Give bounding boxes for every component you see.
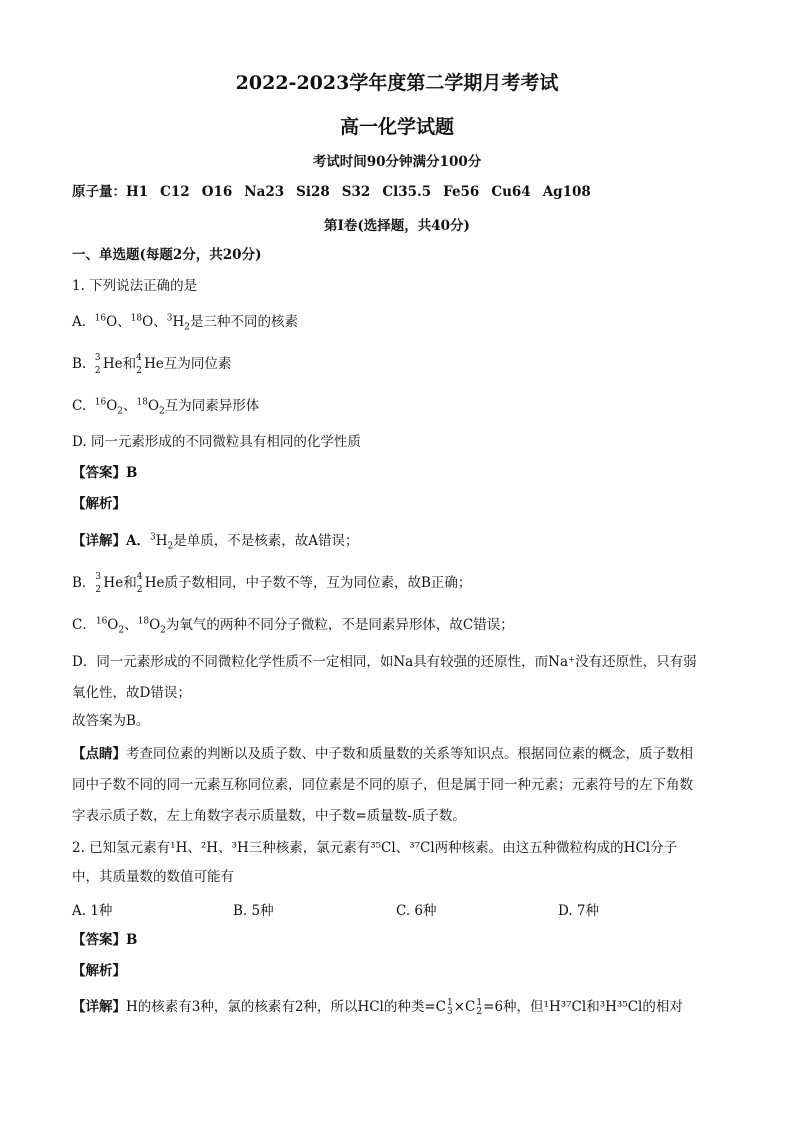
combination-3-1: 1 3: [447, 997, 453, 1017]
q1-detail-a: 【详解】A．$^3H_2$是单质，不是核素，故A错误；: [72, 532, 359, 552]
q1-analysis-label: 【解析】: [72, 496, 126, 512]
q2-option-c: C. 6种: [396, 903, 437, 919]
combination-2-1: 1 2: [476, 997, 483, 1017]
q2-analysis-label: 【解析】: [72, 963, 126, 979]
q1-option-a: A. $^{16}$O、$^{18}$O、$^3H_2$是三种不同的核素: [72, 313, 298, 333]
atomic-label: 原子量：: [72, 184, 126, 200]
atomic-mass-item: Fe56: [443, 184, 480, 200]
q2-option-a: A. 1种: [72, 903, 113, 919]
q1-note-line2: 同中子数不同的同一元素互称同位素，同位素是不同的原子，但是属于同一种元素；元素符号的左下角数: [72, 777, 693, 793]
atomic-mass-item: O16: [201, 184, 233, 200]
q1-stem: 1. 下列说法正确的是: [72, 278, 198, 294]
q1-detail-c: C．$^{16}O_2$、$^{18}O_2$为氧气的两种不同分子微粒，不是同素异形体，故C错误；: [72, 616, 514, 636]
q2-detail: 【详解】H的核素有3种，氯的核素有2种，所以HCl的种类=C 1 3 ×C 1 2 =6种，但¹H³⁷Cl和³H³⁵Cl的相对: [72, 997, 683, 1017]
section-heading: 一、单选题(每题2分，共20分): [72, 247, 262, 263]
atomic-mass-item: Cu64: [491, 184, 531, 200]
q1-answer: 【答案】B: [72, 465, 138, 481]
q2-option-b: B. 5种: [233, 903, 274, 919]
atomic-mass-item: Ag108: [542, 184, 591, 200]
q1-option-b: B. 3 2 He和 4 2 He互为同位素: [72, 353, 232, 376]
q2-stem-line2: 中，其质量数的数值可能有: [72, 869, 234, 885]
q1-detail-d-line1: D．同一元素形成的不同微粒化学性质不一定相同，如Na具有较强的还原性，而Na⁺没有还原性，只有弱: [72, 654, 697, 670]
q2-answer: 【答案】B: [72, 932, 138, 948]
exam-time-info: 考试时间90分钟满分100分: [312, 154, 482, 170]
q2-stem-line1: 2. 已知氢元素有¹H、²H、³H三种核素，氯元素有³⁵Cl、³⁷Cl两种核素。由这五种微粒构成的HCl分子: [72, 840, 678, 856]
q1-note-line1: 【点睛】考查同位素的判断以及质子数、中子数和质量数的关系等知识点。根据同位素的概念，质子数相: [72, 746, 693, 762]
atomic-mass-item: H1: [126, 184, 149, 200]
atomic-mass-item: S32: [341, 184, 371, 200]
q1-detail-b: B． 3 2 He和 4 2 He质子数相同，中子数不等，互为同位素，故B正确；: [72, 572, 472, 595]
q2-option-d: D. 7种: [558, 903, 600, 919]
q1-option-c: C. $^{16}O_2$、$^{18}O_2$互为同素异形体: [72, 397, 260, 417]
q1-conclusion: 故答案为B。: [72, 713, 150, 729]
atomic-mass-item: Cl35.5: [382, 184, 432, 200]
exam-subject: 高一化学试题: [339, 116, 454, 138]
exam-title: 2022-2023学年度第二学期月考考试: [235, 72, 559, 94]
q1-note-line3: 字表示质子数，左上角数字表示质量数，中子数=质量数-质子数。: [72, 808, 466, 824]
atomic-mass-item: Na23: [244, 184, 285, 200]
q1-detail-d-line2: 氧化性，故D错误；: [72, 685, 191, 701]
atomic-mass-item: Si28: [296, 184, 330, 200]
q1-option-d: D. 同一元素形成的不同微粒具有相同的化学性质: [72, 434, 361, 450]
atomic-masses: [72, 182, 732, 202]
part-heading: 第I卷(选择题，共40分): [324, 218, 470, 234]
atomic-mass-item: C12: [160, 184, 190, 200]
